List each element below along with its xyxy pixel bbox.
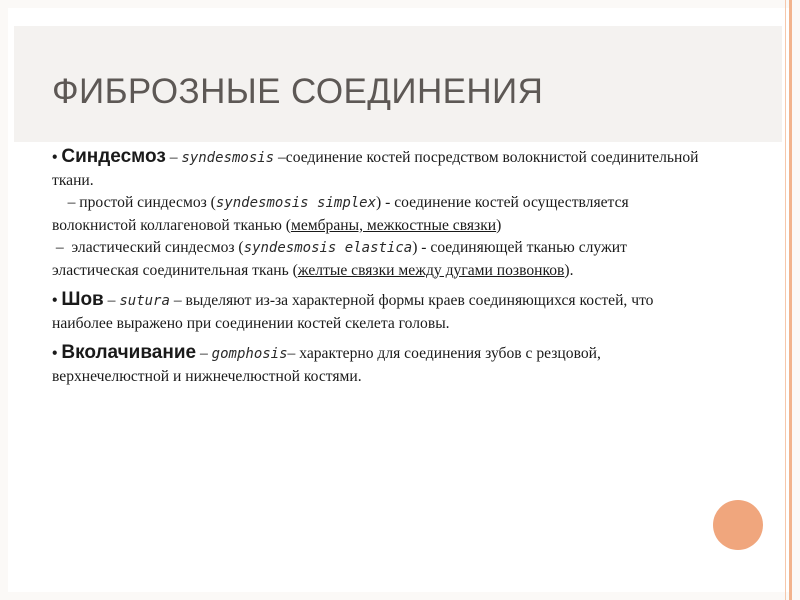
gomphosis-paragraph bbox=[52, 342, 712, 388]
latin-syndesmosis: syndesmosis bbox=[181, 150, 275, 166]
simple-prefix: – простой синдесмоз ( bbox=[52, 194, 216, 211]
bullet-marker: • bbox=[52, 149, 62, 166]
latin-elastic: syndesmosis elastica bbox=[243, 240, 413, 256]
slide-content bbox=[52, 146, 712, 395]
latin-suture: sutura bbox=[119, 293, 170, 309]
latin-simple: syndesmosis simplex bbox=[215, 195, 377, 211]
term-dash: – bbox=[196, 345, 212, 362]
suture-text: – выделяют из-за характерной формы краев соединяющихся костей, что наиболее выражено при соединении костей скелета головы. bbox=[52, 292, 654, 332]
bullet-marker: • bbox=[52, 345, 62, 362]
elastic-prefix: – эластический синдесмоз ( bbox=[52, 239, 244, 256]
latin-gomphosis: gomphosis bbox=[211, 346, 288, 362]
gomphosis-text: – характерно для соединения зубов с резцовой, верхнечелюстной и нижнечелюстной костями. bbox=[52, 345, 601, 385]
simple-suffix: ) bbox=[496, 216, 502, 234]
elastic-syndesmosis-paragraph bbox=[52, 237, 712, 282]
term-gomphosis: Вколачивание bbox=[61, 342, 197, 363]
bullet-marker: • bbox=[52, 292, 62, 309]
term-dash: – bbox=[103, 292, 120, 309]
simple-underlined-examples: мембраны, межкостные связки bbox=[290, 216, 497, 234]
simple-syndesmosis-paragraph bbox=[52, 192, 712, 237]
syndesmosis-text: –соединение костей посредством волокнистой соединительной ткани. bbox=[52, 149, 699, 189]
simple-text: ) - соединение костей осуществляется волокнистой коллагеновой тканью ( bbox=[52, 194, 629, 234]
slide-border-accent-thin bbox=[785, 0, 786, 600]
syndesmosis-paragraph bbox=[52, 146, 712, 192]
elastic-text: ) - соединяющей тканью служит эластическая соединительная ткань ( bbox=[52, 239, 627, 279]
suture-paragraph bbox=[52, 289, 712, 335]
slide-border-accent bbox=[789, 0, 792, 600]
term-syndesmosis: Синдесмоз bbox=[61, 146, 166, 167]
slide-title: ФИБРОЗНЫЕ СОЕДИНЕНИЯ bbox=[52, 72, 544, 111]
decorative-circle bbox=[713, 500, 763, 550]
term-suture: Шов bbox=[61, 289, 104, 310]
elastic-underlined-examples: желтые связки между дугами позвонков bbox=[297, 261, 565, 279]
term-dash: – bbox=[165, 149, 182, 166]
elastic-suffix: ). bbox=[564, 261, 574, 279]
